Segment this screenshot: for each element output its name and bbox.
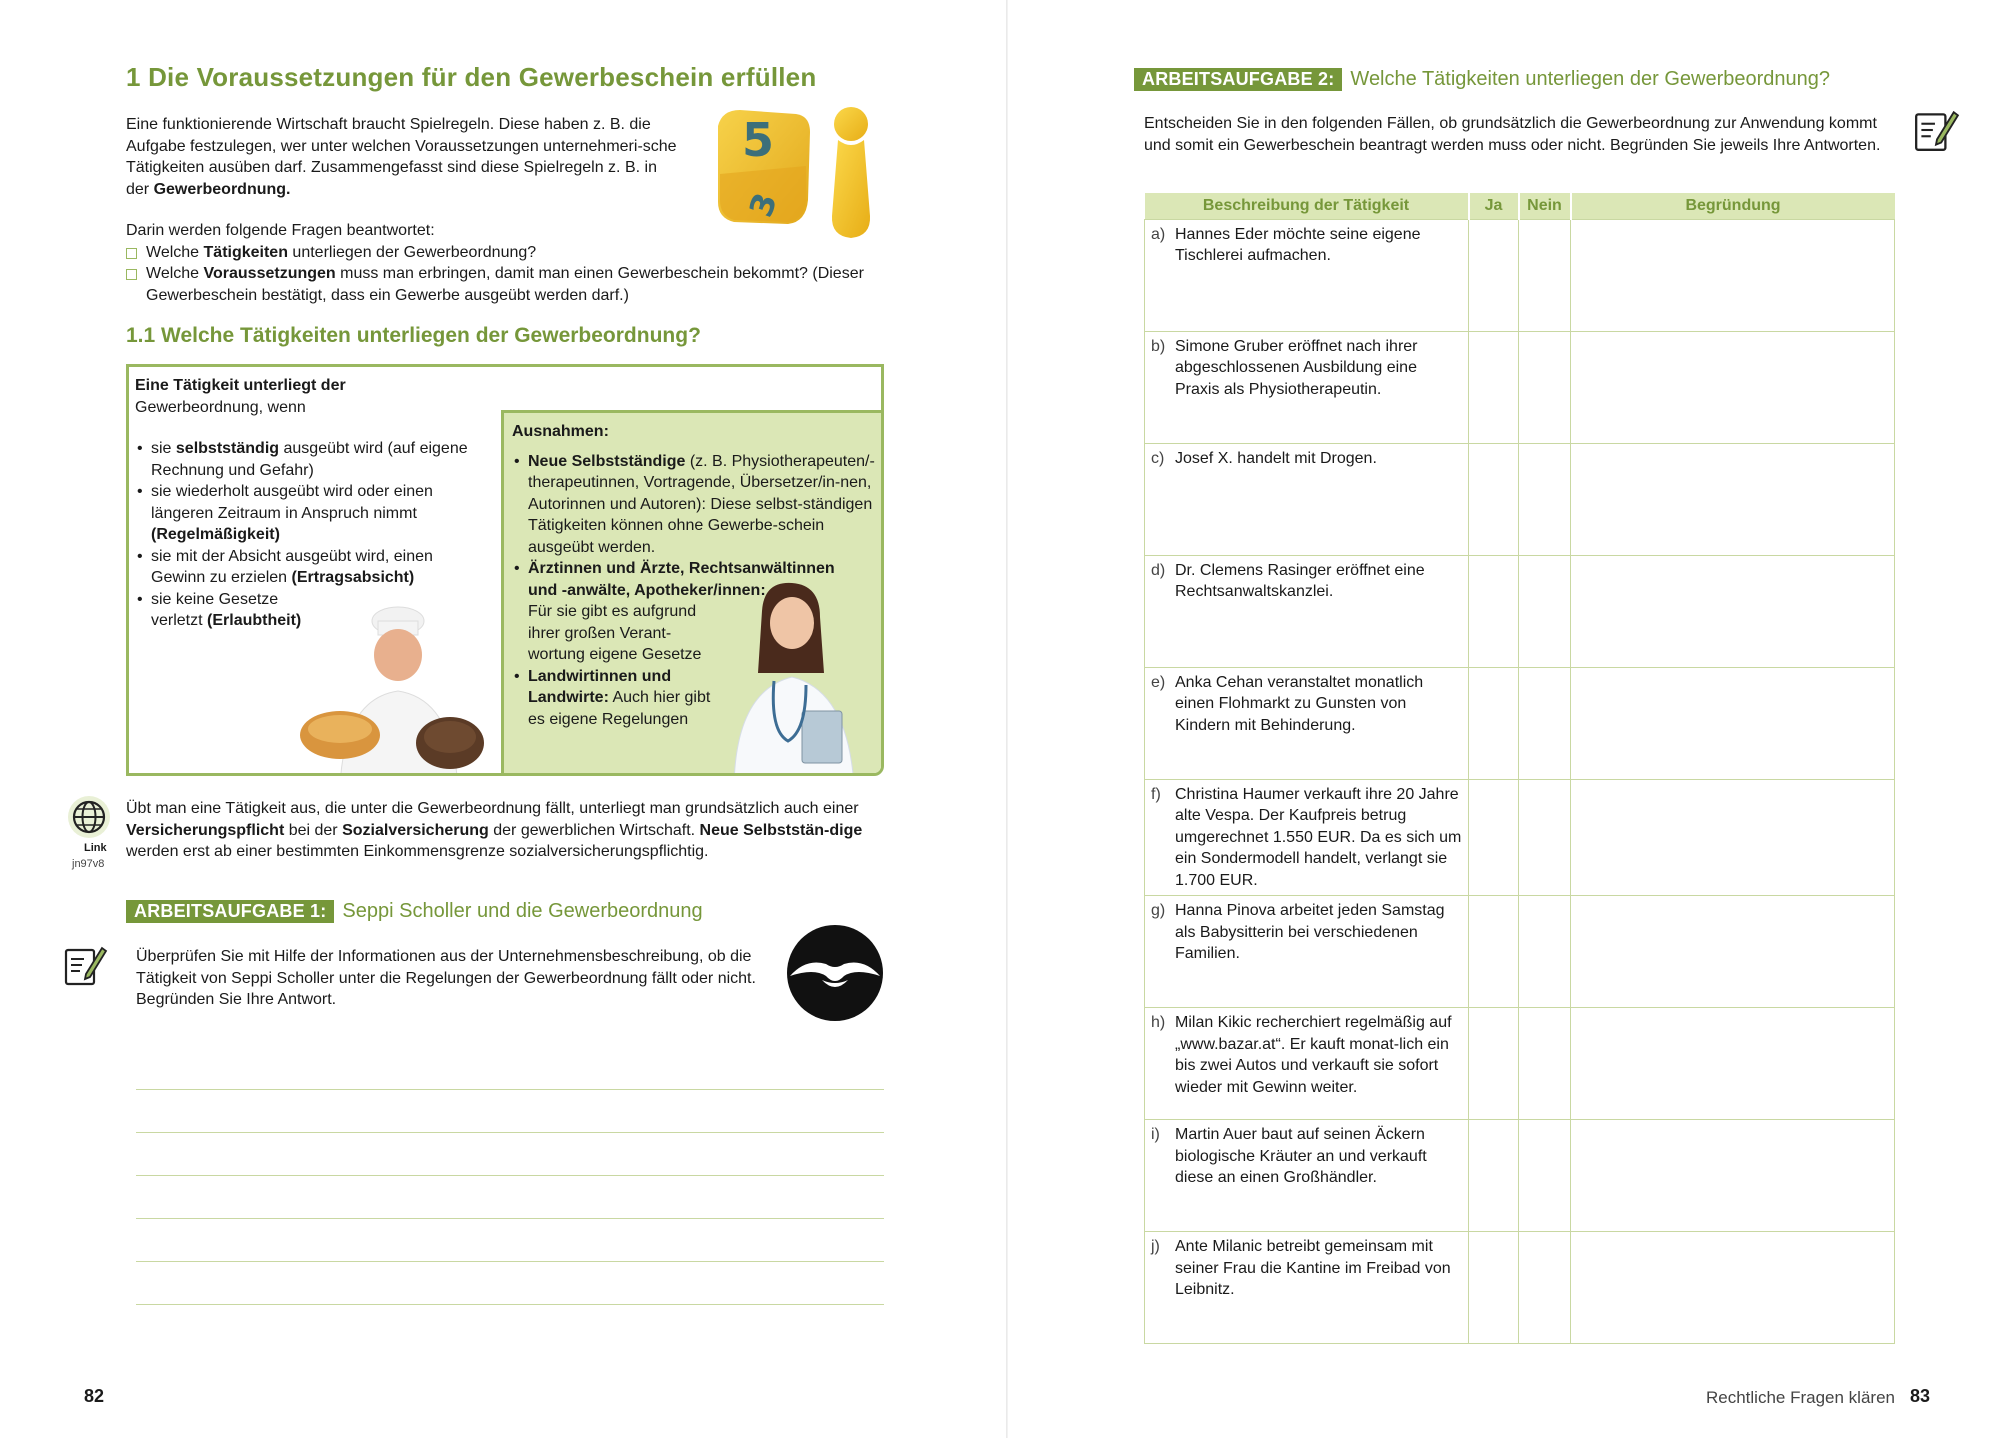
book-spine [1006,0,1008,1438]
criteria-box [126,364,884,776]
table-row [1145,779,1895,896]
answer-no-cell[interactable] [1519,1008,1571,1120]
row-label: i) [1151,1126,1160,1143]
reason-cell[interactable] [1571,331,1895,443]
task2-header [1134,68,1830,91]
questions-intro: Darin werden folgende Fragen beantwortet: [126,222,435,239]
answer-yes-cell[interactable] [1469,896,1519,1008]
activity-description [1145,1008,1469,1120]
row-label: e) [1151,673,1166,691]
answer-yes-cell[interactable] [1469,1008,1519,1120]
globe-link-icon [66,794,112,840]
criteria-list [135,375,475,632]
activity-description [1145,1120,1469,1232]
row-label: a) [1151,225,1166,243]
row-label: b) [1151,337,1166,355]
row-label: d) [1151,561,1166,579]
answer-line[interactable] [136,1262,884,1305]
intro-paragraph: Eine funktionierende Wirtschaft braucht Spielregeln. Diese haben z. B. die Aufgabe festzulegen, wer unter welchen Voraussetzungen unternehmeri-sche Tätigkeiten ausüben darf. Zusammengefasst sind diese Spielregeln z. B. in der Gewerbeordnung. [126,116,677,198]
table-row [1145,219,1895,331]
table-row [1145,667,1895,779]
activity-text: Ante Milanic betreibt gemeinsam mit seiner Frau die Kantine im Freibad von Leibnitz. [1175,1238,1451,1298]
column-header-description: Beschreibung der Tätigkeit [1145,193,1469,219]
exceptions-panel [501,410,884,776]
reason-cell[interactable] [1571,779,1895,896]
answer-line[interactable] [136,1047,884,1090]
criteria-item: • sie mit der Absicht ausgeübt wird, einen Gewinn zu erzielen (Ertragsabsicht) [135,546,475,589]
exception-item: • Landwirtinnen und Landwirte: Auch hier gibt es eigene Regelungen [512,666,712,731]
answer-yes-cell[interactable] [1469,331,1519,443]
answer-yes-cell[interactable] [1469,443,1519,555]
table-row [1145,1008,1895,1120]
baker-image [300,603,490,776]
reason-cell[interactable] [1571,667,1895,779]
activity-description [1145,1232,1469,1344]
activity-text: Dr. Clemens Rasinger eröffnet eine Rechtsanwaltskanzlei. [1175,561,1425,600]
task1-instructions: Überprüfen Sie mit Hilfe der Informationen aus der Unternehmensbeschreibung, ob die Tätigkeit von Seppi Scholler unter die Regelungen der Gewerbeordnung fällt oder nicht. Begründen Sie Ihre Antwort. [136,948,756,1008]
answer-yes-cell[interactable] [1469,555,1519,667]
criteria-heading: Eine Tätigkeit unterliegt der [135,377,346,394]
answer-yes-cell[interactable] [1469,219,1519,331]
reason-cell[interactable] [1571,1232,1895,1344]
answer-no-cell[interactable] [1519,896,1571,1008]
answer-lines[interactable] [136,1047,884,1305]
criteria-item: • sie keine Gesetze verletzt (Erlaubtheit) [135,589,305,632]
activity-description [1145,219,1469,331]
pencil-notepad-icon [62,942,108,988]
reason-cell[interactable] [1571,896,1895,1008]
answer-no-cell[interactable] [1519,443,1571,555]
link-code[interactable]: jn97v8 [72,858,105,870]
link-label: Link [84,842,107,854]
activity-description [1145,667,1469,779]
row-label: c) [1151,449,1165,467]
answer-no-cell[interactable] [1519,1120,1571,1232]
activity-text: Hanna Pinova arbeitet jeden Samstag als Babysitterin bei verschiedenen Familien. [1175,902,1445,962]
reason-cell[interactable] [1571,555,1895,667]
activity-text: Hannes Eder möchte seine eigene Tischlerei aufmachen. [1175,225,1421,264]
exception-item: • Ärztinnen und Ärzte, Rechtsanwältinnen und -anwälte, Apotheker/innen:Für sie gibt es aufgrund ihrer großen Verant-wortung eigene Gesetze [512,558,842,666]
row-label: j) [1151,1238,1160,1255]
table-row [1145,1120,1895,1232]
svg-text:3: 3 [741,187,785,222]
answer-no-cell[interactable] [1519,667,1571,779]
table-row [1145,896,1895,1008]
reason-cell[interactable] [1571,1008,1895,1120]
activities-table [1144,193,1895,1344]
activity-description [1145,331,1469,443]
task2-tag: ARBEITSAUFGABE 2: [1134,68,1342,91]
task1-tag: ARBEITSAUFGABE 1: [126,900,334,923]
question-item: Welche Tätigkeiten unterliegen der Gewerbeordnung? [126,242,890,264]
activity-text: Martin Auer baut auf seinen Äckern biologische Kräuter an und verkauft diese an einen Großhändler. [1175,1126,1427,1186]
row-label: f) [1151,785,1161,803]
checkbox-icon [126,269,137,280]
page-number-right: 83 [1910,1386,1931,1406]
lips-logo-icon [786,924,884,1022]
task2-instructions: Entscheiden Sie in den folgenden Fällen, ob grundsätzlich die Gewerbeordnung zur Anwendung kommt und somit ein Gewerbeschein beantragt werden muss oder nicht. Begründen Sie jeweils Ihre Antworten. [1144,115,1881,154]
answer-no-cell[interactable] [1519,331,1571,443]
column-header-no: Nein [1519,193,1571,219]
question-item: Welche Voraussetzungen muss man erbringen, damit man einen Gewerbeschein bekommt? (Dieser Gewerbeschein bestätigt, dass ein Gewerbe ausgeübt werden darf.) [126,263,890,306]
answer-yes-cell[interactable] [1469,1120,1519,1232]
table-row [1145,443,1895,555]
section-subtitle: 1.1 Welche Tätigkeiten unterliegen der Gewerbeordnung? [126,324,701,347]
activity-text: Simone Gruber eröffnet nach ihrer abgeschlossenen Ausbildung eine Praxis als Physiotherapeutin. [1175,337,1418,398]
questions-list [126,220,890,306]
reason-cell[interactable] [1571,1120,1895,1232]
svg-text:5: 5 [742,113,775,167]
answer-no-cell[interactable] [1519,779,1571,896]
answer-yes-cell[interactable] [1469,667,1519,779]
activity-text: Josef X. handelt mit Drogen. [1175,449,1377,467]
answer-line[interactable] [136,1090,884,1133]
activity-text: Anka Cehan veranstaltet monatlich einen Flohmarkt zu Gunsten von Kindern mit Behinderung. [1175,673,1424,734]
criteria-item: • sie wiederholt ausgeübt wird oder einen längeren Zeitraum in Anspruch nimmt (Regelmäßigkeit) [135,481,475,546]
answer-line[interactable] [136,1219,884,1262]
answer-yes-cell[interactable] [1469,779,1519,896]
activity-description [1145,896,1469,1008]
table-row [1145,555,1895,667]
activity-description [1145,779,1469,896]
activity-description [1145,443,1469,555]
row-label: h) [1151,1014,1166,1031]
activity-text: Milan Kikic recherchiert regelmäßig auf „www.bazar.at“. Er kauft monat-lich ein bis zwei Autos und verkauft sie sofort wieder mit Gewinn weiter. [1175,1014,1452,1096]
table-header-row [1145,193,1895,219]
task1-header [126,900,703,923]
reason-cell[interactable] [1571,443,1895,555]
task2-title: Welche Tätigkeiten unterliegen der Gewerbeordnung? [1350,68,1830,90]
answer-yes-cell[interactable] [1469,1232,1519,1344]
exceptions-heading: Ausnahmen: [512,423,609,440]
answer-no-cell[interactable] [1519,555,1571,667]
criteria-item: • sie selbstständig ausgeübt wird (auf eigene Rechnung und Gefahr) [135,438,475,481]
chapter-title: 1 Die Voraussetzungen für den Gewerbeschein erfüllen [126,62,817,92]
column-header-yes: Ja [1469,193,1519,219]
table-row [1145,1232,1895,1344]
answer-line[interactable] [136,1176,884,1219]
reason-cell[interactable] [1571,219,1895,331]
table-row [1145,331,1895,443]
insurance-paragraph: Übt man eine Tätigkeit aus, die unter die Gewerbeordnung fällt, unterliegt man grundsätzlich auch einer Versicherungspflicht bei der Sozialversicherung der gewerblichen Wirtschaft. Neue Selbststän-dige werden erst ab einer bestimmten Einkommensgrenze sozialversicherungspflichtig. [126,800,863,860]
checkbox-icon [126,248,137,259]
answer-no-cell[interactable] [1519,219,1571,331]
answer-line[interactable] [136,1133,884,1176]
activity-text: Christina Haumer verkauft ihre 20 Jahre alte Vespa. Der Kaufpreis betrug umgerechnet 1.550 EUR. Da es sich um ein Sondermodell handelt, verlangt sie 1.700 EUR. [1175,785,1462,889]
exception-item: • Neue Selbstständige (z. B. Physiotherapeuten/-therapeutinnen, Vortragende, Übersetzer/in-nen, Autorinnen und Autoren): Diese selbst-ständigen Tätigkeiten können ohne Gewerbe-schein ausgeübt werden. [512,451,879,559]
activity-description [1145,555,1469,667]
pencil-notepad-icon [1912,106,1960,154]
answer-no-cell[interactable] [1519,1232,1571,1344]
page-number-left: 82 [84,1386,105,1406]
chapter-footer: Rechtliche Fragen klären [1706,1388,1895,1407]
task1-title: Seppi Scholler und die Gewerbeordnung [342,900,703,922]
column-header-reason: Begründung [1571,193,1895,219]
row-label: g) [1151,902,1166,919]
criteria-heading-2: Gewerbeordnung, wenn [135,398,306,416]
doctor-image [714,581,864,776]
